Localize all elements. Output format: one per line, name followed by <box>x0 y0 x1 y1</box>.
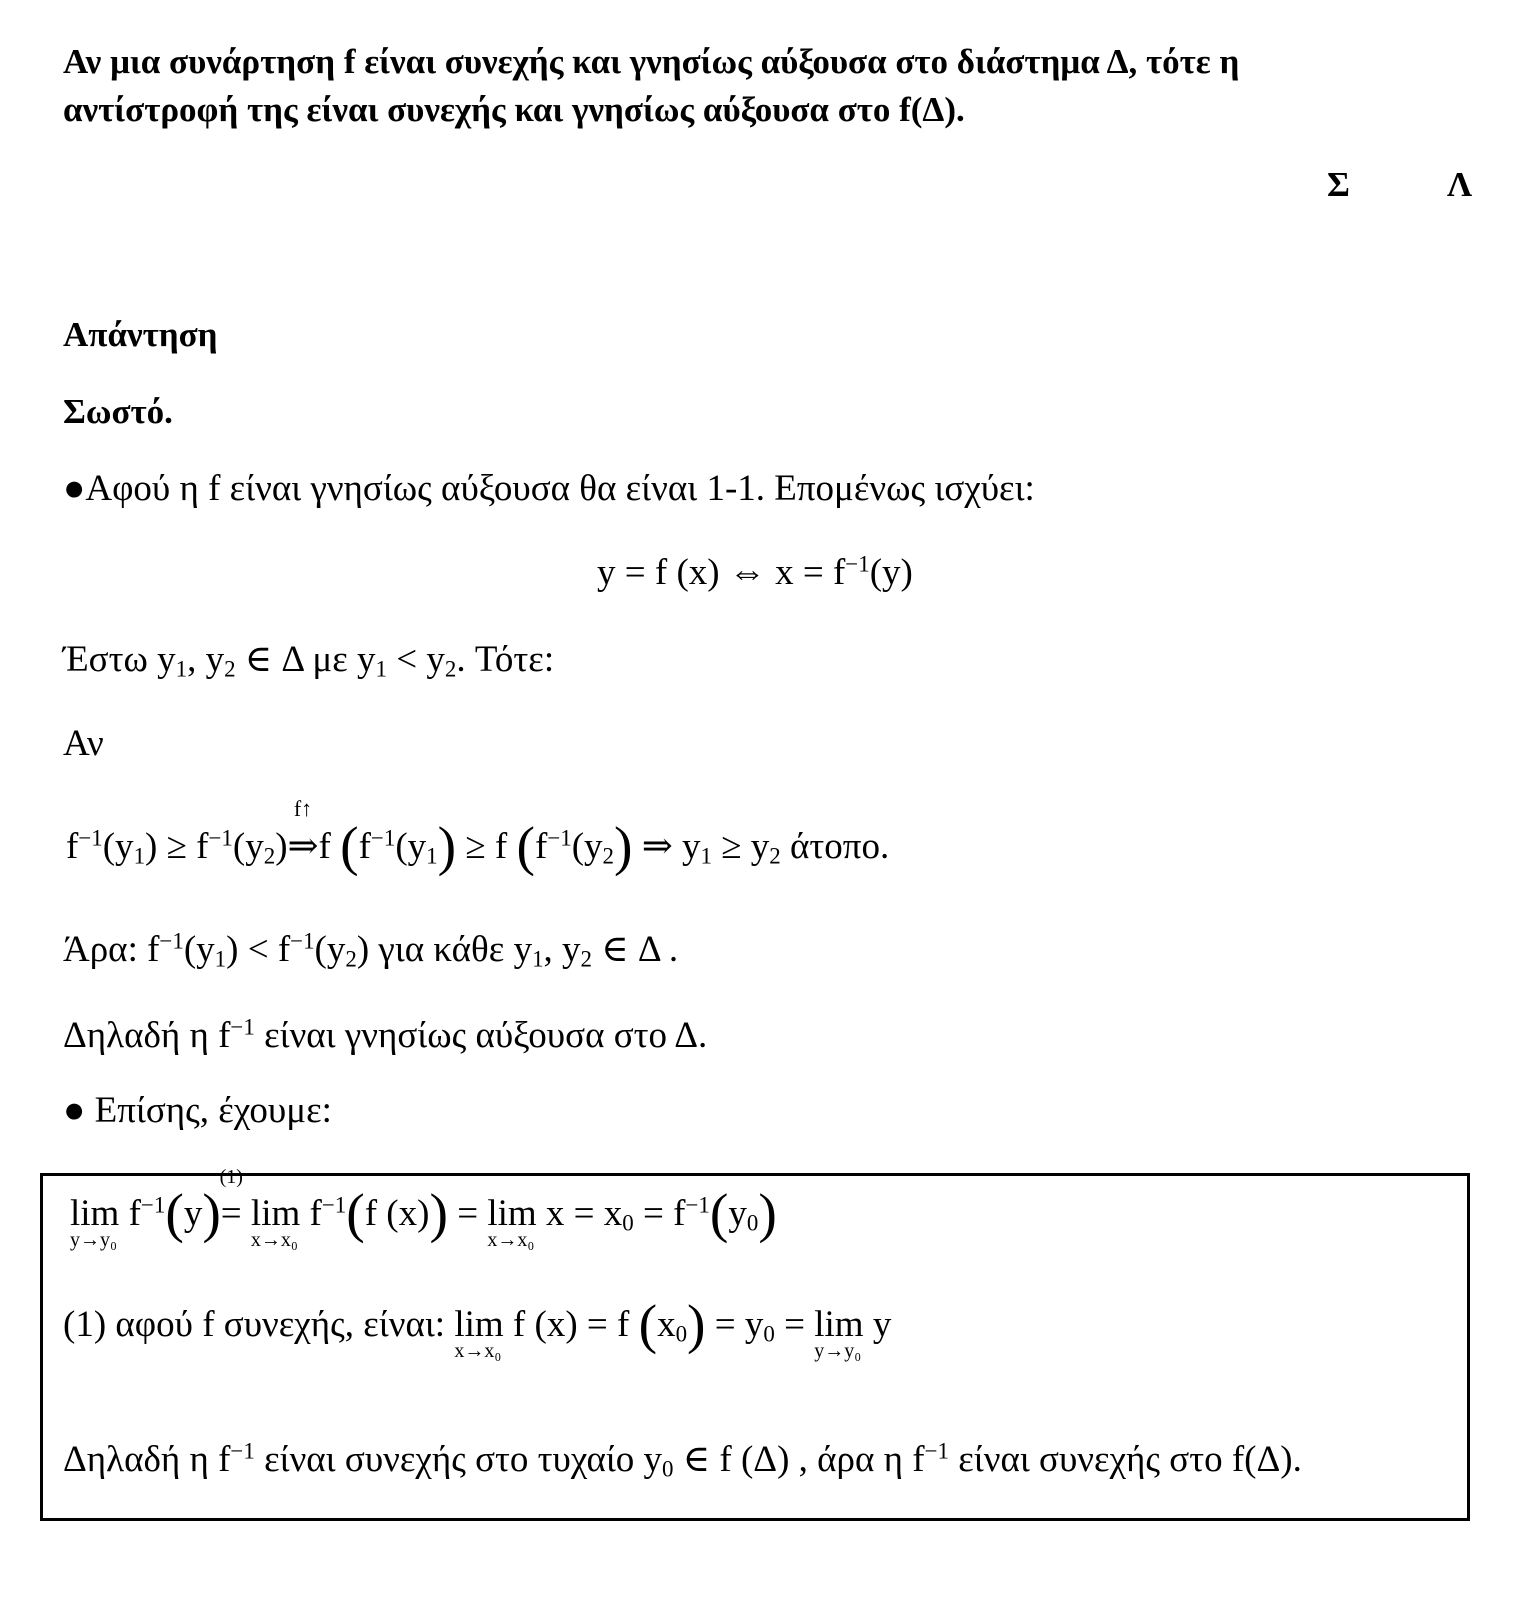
question-line-1: Αν μια συνάρτηση f είναι συνεχής και γνησίως αύξουσα στο διάστημα Δ, τότε η <box>63 42 1240 81</box>
paragraph-if: Αν <box>63 723 104 764</box>
answer-verdict: Σωστό. <box>63 392 173 431</box>
paragraph-continuity-reason: (1) αφού f συνεχής, είναι: lim x→x₀ f (x) = f $(x_0) = y_0 = \lim$ y→y₀ y <box>63 1294 892 1362</box>
implies-increasing-arrow: f↑ ⇒ <box>287 796 319 867</box>
paragraph-inverse-continuous: Δηλαδή η $f^{-1}$ είναι συνεχής στο τυχαίο $y_0$ ∈ f (Δ) , άρα η $f^{-1}$ είναι συνεχής στο f(Δ). <box>63 1438 1302 1482</box>
equation-limit-inverse: lim y→y₀ $f^{-1}(y)$ (1) = lim x→x₀ $f^{-1}(f$ (x)) = lim x→x₀ $x = x_0 = f^{-1}(y_0)$ <box>70 1166 777 1251</box>
paragraph-inverse-increasing: Δηλαδή η $f^{-1}$ είναι γνησίως αύξουσα στο Δ. <box>63 1014 708 1056</box>
option-false: Λ <box>1447 165 1473 204</box>
paragraph-therefore: Άρα: $f^{-1}(y_1) < f^{-1}(y_2)$ για κάθε $y_1$, $y_2$ ∈ Δ . <box>63 928 679 972</box>
equation-inverse-definition: y = f (x) ⇔ $x = f^{-1}(y)$ <box>597 551 913 593</box>
option-true: Σ <box>1327 165 1350 204</box>
question-line-2: αντίστροφή της είναι συνεχής και γνησίως αύξουσα στο f(Δ). <box>63 90 965 129</box>
paragraph-also: ● Επίσης, έχουμε: <box>63 1090 332 1131</box>
paragraph-one-to-one: ●Αφού η f είναι γνησίως αύξουσα θα είναι 1-1. Επομένως ισχύει: <box>63 468 1035 509</box>
answer-heading: Απάντηση <box>63 315 218 354</box>
paragraph-let-y1-y2: Έστω $y_1$, $y_2$ ∈ Δ με $y_1 < y_2$. Τότε: <box>63 639 555 682</box>
equation-contradiction: $f^{-1}(y_1) \ge f^{-1}(y_2)$ f↑ ⇒f ($f^{-1}(y_1) \ge f$ ($f^{-1}(y_2)$ ⇒ $y_1 \ge y_2$ άτοπο. <box>66 796 890 878</box>
